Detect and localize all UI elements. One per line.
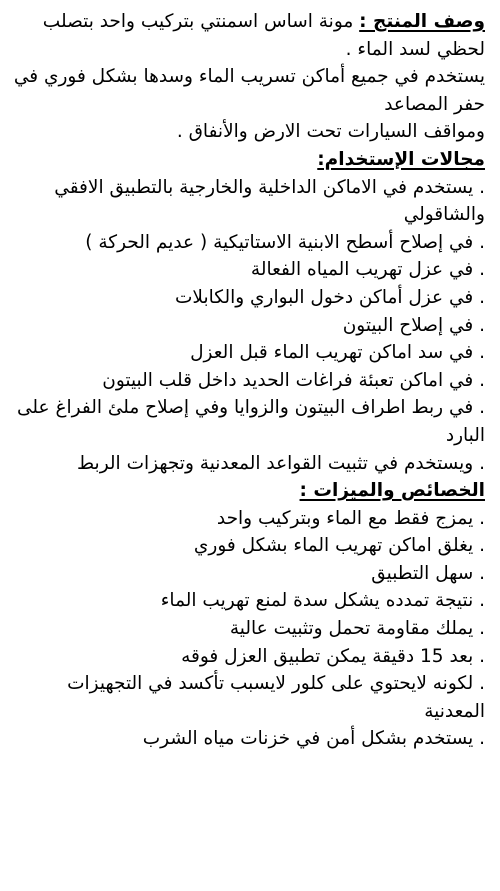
- application-item: . في إصلاح أسطح الابنية الاستاتيكية ( عديم الحركة ): [85, 231, 485, 253]
- feature-item: . يستخدم بشكل أمن في خزنات مياه الشرب: [142, 728, 485, 750]
- application-item: . ويستخدم في تثبيت القواعد المعدنية وتجهزات الربط: [77, 452, 485, 474]
- application-item: . يستخدم في الاماكن الداخلية والخارجية بالتطبيق الافقي والشاقولي: [54, 176, 485, 226]
- usage-paragraph-2: ومواقف السيارات تحت الارض والأنفاق .: [176, 121, 485, 143]
- applications-list: [12, 174, 485, 478]
- feature-item: . نتيجة تمدده يشكل سدة لمنع تهريب الماء: [160, 590, 485, 612]
- applications-title: مجالات الإستخدام:: [317, 148, 485, 170]
- feature-item: . لكونه لايحتوي على كلور لايسبب تأكسد في التجهيزات المعدنية: [67, 673, 485, 722]
- description-text: مونة اساس اسمنتي بتركيب واحد بتصلب لحظي لسد الماء .: [42, 11, 485, 60]
- feature-item: . يغلق اماكن تهريب الماء بشكل فوري: [193, 535, 485, 557]
- application-item: . في اماكن تعبئة فراغات الحديد داخل قلب البيتون: [102, 369, 485, 391]
- features-title: الخصائص والميزات :: [299, 480, 485, 502]
- application-item: . في ربط اطراف البيتون والزوايا وفي إصلاح ملئ الفراغ على البارد: [16, 397, 485, 446]
- product-description: [12, 8, 485, 63]
- feature-item: . سهل التطبيق: [371, 562, 485, 584]
- features-list: [12, 505, 485, 753]
- usage-paragraph: يستخدم في جميع أماكن تسريب الماء وسدها بشكل فوري في حفر المصاعد: [13, 66, 485, 115]
- feature-item: . يمزج فقط مع الماء وبتركيب واحد: [216, 507, 485, 529]
- application-item: . في إصلاح البيتون: [342, 314, 485, 336]
- application-item: . في سد اماكن تهريب الماء قبل العزل: [190, 342, 485, 364]
- application-item: . في عزل تهريب المياه الفعالة: [250, 259, 485, 281]
- application-item: . في عزل أماكن دخول البواري والكابلات: [174, 286, 485, 308]
- feature-item: . بعد 15 دقيقة يمكن تطبيق العزل فوقه: [181, 645, 485, 667]
- description-heading: وصف المنتج :: [359, 11, 485, 32]
- feature-item: . يملك مقاومة تحمل وتثبيت عالية: [229, 618, 485, 640]
